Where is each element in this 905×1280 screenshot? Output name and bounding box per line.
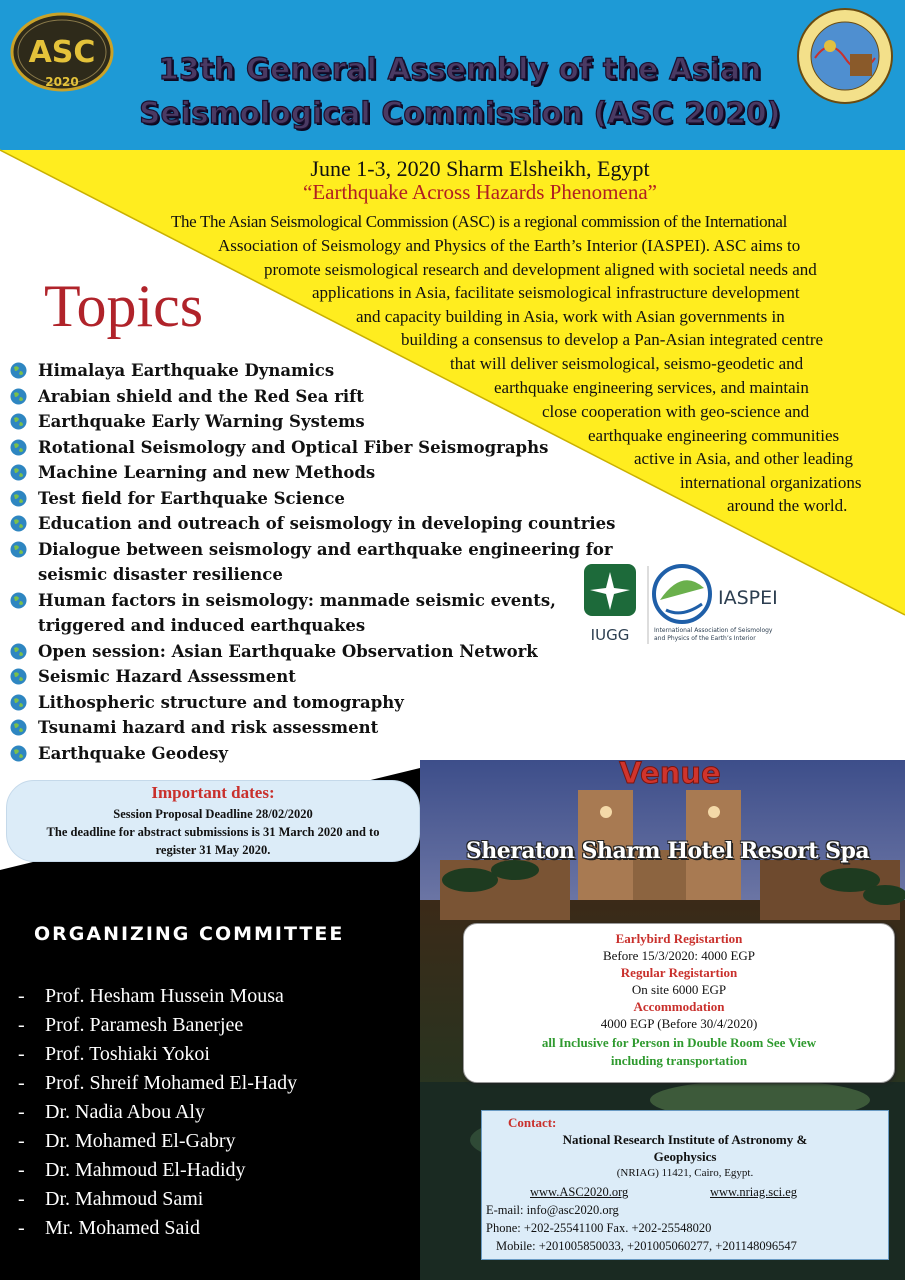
topic-text: Earthquake Geodesy — [38, 743, 228, 763]
proposal-deadline: Session Proposal Deadline 28/02/2020 — [113, 807, 313, 821]
abstract-deadline: The deadline for abstract submissions is 31 March 2020 and to — [46, 825, 380, 839]
contact-org-line-2: Geophysics — [653, 1149, 717, 1164]
intro-line: Association of Seismology and Physics of the Earth’s Interior (IASPEI). ASC aims to — [218, 236, 801, 255]
iaspei-label: IASPEI — [718, 587, 778, 609]
committee-member-name: Dr. Mohamed El-Gabry — [45, 1130, 236, 1152]
committee-member-name: Prof. Toshiaki Yokoi — [45, 1043, 210, 1065]
topic-item — [10, 741, 620, 767]
globe-icon — [10, 592, 27, 609]
topic-text: Rotational Seismology and Optical Fiber Seismographs — [38, 437, 549, 457]
committee-member — [18, 1040, 438, 1069]
intro-line: earthquake engineering services, and maintain — [494, 378, 809, 397]
committee-member — [18, 1069, 438, 1098]
accommodation-detail: 4000 EGP (Before 30/4/2020) — [600, 1016, 758, 1031]
topic-item — [10, 486, 620, 512]
topic-text: Lithospheric structure and tomography — [38, 692, 404, 712]
iaspei-subtitle-2: and Physics of the Earth’s Interior — [654, 635, 756, 642]
intro-line: around the world. — [727, 496, 848, 515]
topic-text: Arabian shield and the Red Sea rift — [38, 386, 364, 406]
contact-box — [481, 1110, 889, 1260]
globe-icon — [10, 362, 27, 379]
topic-item — [10, 511, 620, 537]
event-theme: “Earthquake Across Hazards Phenomena” — [303, 180, 657, 204]
list-dash: - — [18, 1130, 25, 1152]
topic-item — [10, 664, 620, 690]
committee-member — [18, 1156, 438, 1185]
topic-item — [10, 537, 620, 588]
regular-title: Regular Registartion — [620, 965, 738, 980]
committee-member-name: Prof. Hesham Hussein Mousa — [45, 985, 284, 1007]
committee-member — [18, 982, 438, 1011]
intro-line: that will deliver seismological, seismo-geodetic and — [450, 354, 804, 373]
globe-icon — [10, 541, 27, 558]
venue-heading: Venue — [619, 756, 721, 790]
venue-name: Sheraton Sharm Hotel Resort Spa — [465, 838, 870, 864]
list-dash: - — [18, 1217, 25, 1239]
topic-item — [10, 460, 620, 486]
intro-line: applications in Asia, facilitate seismological infrastructure development — [312, 283, 800, 302]
accommodation-note-1: all Inclusive for Person in Double Room See View — [541, 1035, 817, 1050]
globe-icon — [10, 490, 27, 507]
intro-line: promote seismological research and development aligned with societal needs and — [264, 260, 817, 279]
topic-text: Machine Learning and new Methods — [38, 463, 376, 482]
list-dash: - — [18, 1043, 25, 1065]
contact-email[interactable]: E-mail: info@asc2020.org — [486, 1203, 619, 1217]
website-asc2020-link[interactable]: www.ASC2020.org — [530, 1185, 629, 1199]
important-dates-box — [6, 780, 420, 862]
committee-member-name: Mr. Mohamed Said — [45, 1217, 200, 1239]
asc-logo-year: 2020 — [45, 75, 79, 89]
committee-member — [18, 1011, 438, 1040]
topic-item — [10, 715, 620, 741]
committee-member-name: Prof. Paramesh Banerjee — [45, 1014, 244, 1036]
topic-text: seismic disaster resilience — [38, 565, 283, 584]
registration-box — [463, 923, 895, 1083]
globe-icon — [10, 439, 27, 456]
list-dash: - — [18, 1188, 25, 1210]
intro-line: earthquake engineering communities — [588, 426, 840, 445]
partner-logos — [578, 560, 818, 650]
contact-mobile: Mobile: +201005850033, +201005060277, +201148096547 — [496, 1239, 797, 1253]
topic-text: Open session: Asian Earthquake Observation Network — [38, 641, 538, 661]
globe-icon — [10, 413, 27, 430]
committee-member-name: Dr. Mahmoud El-Hadidy — [45, 1159, 246, 1181]
globe-icon — [10, 643, 27, 660]
accommodation-title: Accommodation — [633, 999, 725, 1014]
intro-line: and capacity building in Asia, work with Asian governments in — [356, 307, 785, 326]
contact-address: (NRIAG) 11421, Cairo, Egypt. — [616, 1167, 754, 1179]
globe-icon — [10, 668, 27, 685]
list-dash: - — [18, 1014, 25, 1036]
topic-text: Earthquake Early Warning Systems — [38, 412, 365, 431]
list-dash: - — [18, 1101, 25, 1123]
earlybird-detail: Before 15/3/2020: 4000 EGP — [602, 948, 755, 963]
topic-item — [10, 409, 620, 435]
topic-text: triggered and induced earthquakes — [38, 616, 366, 635]
list-dash: - — [18, 1072, 25, 1094]
topic-text: Dialogue between seismology and earthquake engineering for — [38, 539, 613, 559]
title-line-1: 13th General Assembly of the Asian — [158, 52, 762, 86]
intro-line: close cooperation with geo-science and — [542, 402, 810, 421]
registration-deadline: register 31 May 2020. — [155, 843, 271, 857]
topics-list — [10, 358, 620, 766]
globe-icon — [10, 694, 27, 711]
accommodation-note-2: including transportation — [610, 1053, 748, 1068]
asc-logo-text: ASC — [28, 35, 96, 70]
committee-member-name: Dr. Mahmoud Sami — [45, 1188, 204, 1210]
topic-item — [10, 358, 620, 384]
topics-heading: Topics — [44, 273, 204, 339]
list-dash: - — [18, 1159, 25, 1181]
committee-member — [18, 1185, 438, 1214]
committee-member — [18, 1214, 438, 1243]
committee-member — [18, 1098, 438, 1127]
contact-phone: Phone: +202-25541100 Fax. +202-25548020 — [486, 1221, 712, 1235]
committee-list — [18, 982, 438, 1243]
topic-text: Test field for Earthquake Science — [38, 488, 345, 508]
committee-member — [18, 1127, 438, 1156]
regular-detail: On site 6000 EGP — [631, 982, 727, 997]
committee-member-name: Dr. Nadia Abou Aly — [45, 1101, 205, 1123]
intro-line: international organizations — [680, 473, 862, 492]
contact-title: Contact: — [508, 1115, 557, 1130]
iugg-label: IUGG — [590, 626, 630, 644]
topic-item — [10, 435, 620, 461]
globe-icon — [10, 464, 27, 481]
topic-item — [10, 690, 620, 716]
intro-line: The The Asian Seismological Commission (ASC) is a regional commission of the International — [171, 212, 787, 231]
committee-heading: ORGANIZING COMMITTEE — [34, 923, 345, 945]
list-dash: - — [18, 985, 25, 1007]
iaspei-subtitle-1: International Association of Seismology — [654, 627, 773, 634]
website-nriag-link[interactable]: www.nriag.sci.eg — [710, 1185, 798, 1199]
topic-text: Seismic Hazard Assessment — [38, 667, 296, 686]
topic-item — [10, 384, 620, 410]
globe-icon — [10, 388, 27, 405]
globe-icon — [10, 745, 27, 762]
event-date: June 1-3, 2020 Sharm Elsheikh, Egypt — [310, 156, 650, 181]
topic-text: Human factors in seismology: manmade seismic events, — [38, 590, 556, 610]
topic-text: Tsunami hazard and risk assessment — [38, 718, 379, 737]
topic-text: Himalaya Earthquake Dynamics — [38, 361, 335, 380]
topic-text: Education and outreach of seismology in developing countries — [38, 514, 616, 533]
earlybird-title: Earlybird Registartion — [615, 931, 743, 946]
topic-item — [10, 639, 620, 665]
committee-member-name: Prof. Shreif Mohamed El-Hady — [45, 1072, 298, 1094]
intro-line: active in Asia, and other leading — [634, 449, 854, 468]
globe-icon — [10, 719, 27, 736]
intro-line: building a consensus to develop a Pan-Asian integrated centre — [401, 330, 824, 349]
title-line-2: Seismological Commission (ASC 2020) — [139, 96, 781, 130]
globe-icon — [10, 515, 27, 532]
topic-item — [10, 588, 620, 639]
important-dates-title: Important dates: — [151, 783, 275, 802]
contact-org-line-1: National Research Institute of Astronomy & — [562, 1132, 808, 1147]
